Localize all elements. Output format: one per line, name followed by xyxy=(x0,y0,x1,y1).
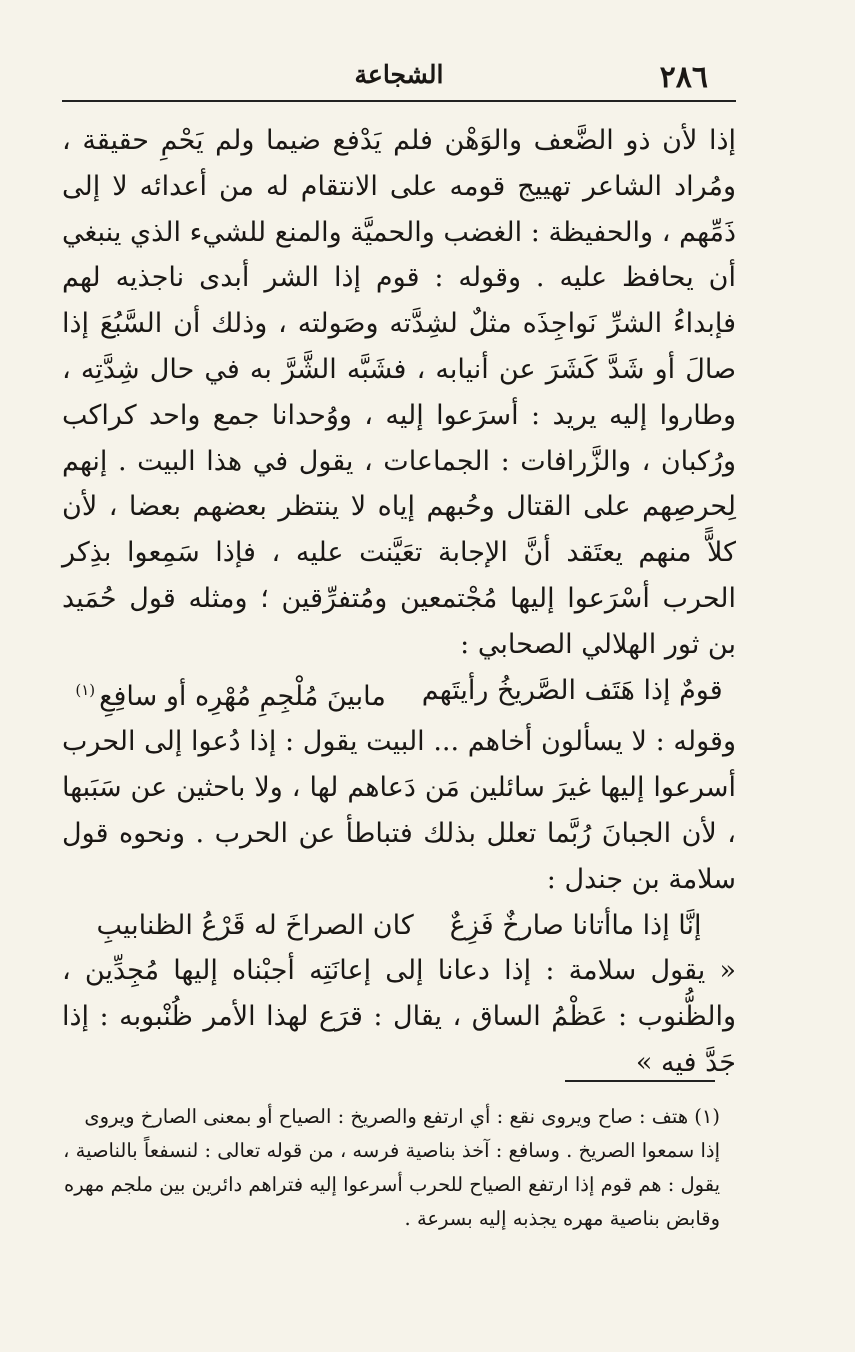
footnote-line: يقول : هم قوم إذا ارتفع الصياح للحرب أسرعوا إليه فتراهم دائرين بين ملجم مهره xyxy=(64,1173,720,1196)
verse xyxy=(62,903,736,949)
verse-hemistich-second: كان الصراخَ له قَرْعُ الظنابيبِ xyxy=(96,909,414,941)
footnote-line: وقابض بناصية مهره يجذبه إليه بسرعة . xyxy=(404,1207,720,1230)
footnotes xyxy=(48,1100,720,1236)
paragraph: وقوله : لا يسألون أخاهم ... البيت يقول : إذا دُعوا إلى الحرب أسرعوا إليها غيرَ سائلين مَن دَعاهم لها ، ولا باحثين عن سَبَبها ، لأن الجبانَ رُبَّما تعلل بذلك فتباطأ عن الحرب . ونحوه قول سلامة بن جندل : xyxy=(62,726,736,895)
verse-hemistich-second: مابينَ مُلْجِمِ مُهْرِه أو سافِعِ$^{(١)}$ xyxy=(75,680,386,712)
footnote-line: إذا سمعوا الصريخ . وسافع : آخذ بناصية فرسه ، من قوله تعالى : لنسفعاً بالناصية ، xyxy=(63,1139,720,1162)
verse xyxy=(62,668,736,720)
verse-hemistich-first: إنَّا إذا ماأتانا صارخٌ فَزِعٌ xyxy=(449,909,702,941)
page-number: ٢٨٦ xyxy=(659,60,708,95)
running-title: الشجاعة xyxy=(354,60,444,89)
verse-hemistich-first: قومٌ إذا هَتَف الصَّريخُ رأيتَهم xyxy=(421,674,723,706)
footnote-divider xyxy=(565,1080,715,1082)
footnote-marker: (١) xyxy=(75,680,96,699)
paragraph: إذا لأن ذو الضَّعف والوَهْن فلم يَدْفع ضيما ولم يَحْمِ حقيقة ، ومُراد الشاعر تهييج قومه على الانتقام له من أعدائه لا إلى ذَمِّهم ، والحفيظة : الغضب والحميَّة والمنع للشيء الذي ينبغي أن يحافظ عليه . وقوله : قوم إذا الشر أبدى ناجذيه لهم فإبداءُ الشرِّ نَواجِذَه مثلٌ لشِدَّته وصَولته ، وذلك أن السَّبُعَ إذا صالَ أو شَدَّ كَشَرَ عن أنيابه ، فشَبَّه الشَّرَّ به في حال شِدَّتِه ، وطاروا إليه يريد : أسرَعوا إليه ، ووُحدانا جمع واحد كراكب ورُكبان ، والزَّرافات : الجماعات ، يقول في هذا البيت . إنهم لِحرصِهم على القتال وحُبهم إياه لا ينتظر بعضهم بعضا ، لأن كلاًّ منهم يعتَقد أنَّ الإجابة تعَيَّنت عليه ، فإذا سَمِعوا بذِكر الحرب أسْرَعوا إليها مُجْتمعين ومُتفرِّقين ؛ ومثله قول حُمَيد بن ثور الهلالي الصحابي : xyxy=(62,125,736,660)
footnote-line: (١) هتف : صاح ويروى نقع : أي ارتفع والصريخ : الصياح أو بمعنى الصارخ ويروى xyxy=(84,1105,720,1128)
paragraph: « يقول سلامة : إذا دعانا إلى إعانَتِه أجبْناه إليها مُجِدِّين ، والظُّنوب : عَظْمُ الساق ، يقال : قرَع لهذا الأمر ظُنْبوبه : إذا جَدَّ فيه » xyxy=(62,955,736,1078)
body-text xyxy=(62,118,736,1086)
page-header xyxy=(62,56,736,102)
